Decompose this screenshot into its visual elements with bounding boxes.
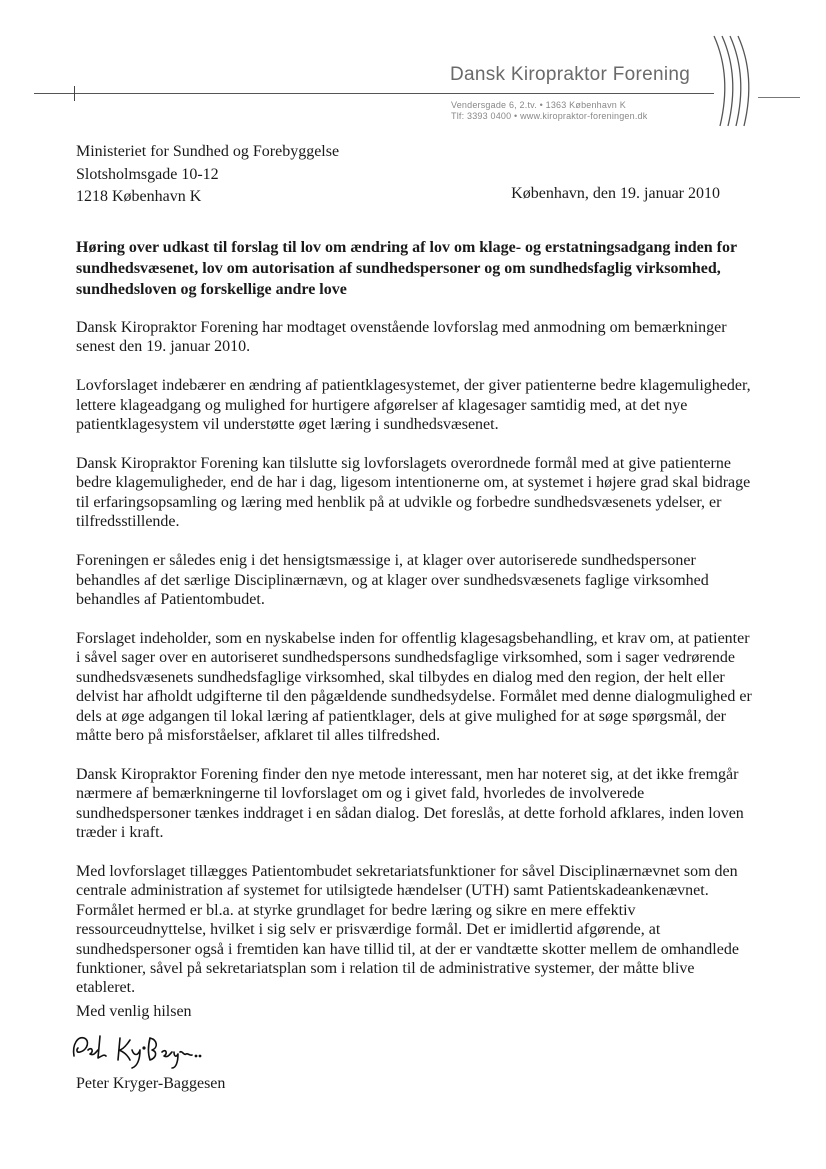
recipient-city: 1218 København K bbox=[76, 188, 202, 205]
body-paragraph: Lovforslaget indebærer en ændring af patientklagesystemet, der giver patienterne bedre klagemuligheder, lettere klageadgang og mulighed for hurtigere afgørelser af klagesager samtidig med, at det nye patientklagesystem vil understøtte øget læring i sundhedsvæsenet. bbox=[76, 377, 751, 434]
recipient-street: Slotsholmsgade 10-12 bbox=[76, 165, 219, 183]
recipient-name: Ministeriet for Sundhed og Forebyggelse bbox=[76, 143, 340, 160]
letterhead-rule-tick bbox=[74, 86, 75, 101]
closing-salutation: Med venlig hilsen bbox=[76, 1003, 192, 1020]
letter-subject: Høring over udkast til forslag til lov om ændring af lov om klage- og erstatningsadgang inden for sundhedsvæsenet, lov om autorisation af sundhedspersoner og om sundhedsfaglig virksomhed, sundhedsloven og forskellige andre love bbox=[76, 239, 737, 298]
body-paragraph: Forslaget indeholder, som en nyskabelse inden for offentlig klagesagsbehandling, et krav om, at patienter i såvel sager over en autoriseret sundhedspersons sundhedsfaglige virksomhed, som i sager vedrørende sundhedsvæsenets sundhedsfaglige virksomhed, skal tilbydes en dialog med den region, der helt eller delvist har afholdt udgifterne til den pågældende sundhedsydelse. Formålet med denne dialogmulighed er dels at øge adgangen til lokal læring af patientklager, dels at give mulighed for at søge spørgsmål, der måtte bero på misforståelser, afklaret til alles tilfredshed. bbox=[76, 629, 752, 744]
letter-date: København, den 19. januar 2010 bbox=[511, 185, 720, 202]
org-name: Dansk Kiropraktor Forening bbox=[450, 64, 691, 85]
org-logo-icon bbox=[706, 32, 768, 132]
body-paragraph: Dansk Kiropraktor Forening kan tilslutte sig lovforslagets overordnede formål med at give patienterne bedre klagemuligheder, end de har i dag, ligesom intentionerne om, at systemet i højere grad skal bidrage til erfaringsopsamling og læring med henblik på at udvikle og forbedre sundhedsvæsenets ydelser, er tilfredsstillende. bbox=[76, 455, 751, 531]
letterhead-rule bbox=[34, 93, 714, 94]
signature-icon bbox=[68, 1026, 208, 1070]
body-paragraph: Med lovforslaget tillægges Patientombudet sekretariatsfunktioner for såvel Disciplinærnævnet som den centrale administration af systemet for utilsigtede hændelser (UTH) samt Patientskadeankenævnet. Formålet hermed er bl.a. at styrke grundlaget for bedre læring og sikre en mere effektiv ressourceudnyttelse, hvilket i sig selv er prisværdige formål. Det er imidlertid afgørende, at sundhedspersoner også i fremtiden kan have tillid til, at der er vandtætte skotter mellem de omhandlede funktioner, såvel på sekretariatsplan som i relation til de administrative systemer, der måtte blive etableret. bbox=[76, 862, 739, 997]
body-paragraph: Dansk Kiropraktor Forening har modtaget ovenstående lovforslag med anmodning om bemærkninger senest den 19. januar 2010. bbox=[76, 319, 727, 356]
signer-name: Peter Kryger-Baggesen bbox=[76, 1075, 226, 1092]
org-contact: Tlf: 3393 0400 • www.kiropraktor-foreningen.dk bbox=[451, 111, 648, 121]
letter-body bbox=[76, 318, 756, 1017]
body-paragraph: Dansk Kiropraktor Forening finder den nye metode interessant, men har noteret sig, at det ikke fremgår nærmere af bemærkningerne til lovforslaget om og i givet fald, hvorledes de involverede sundhedspersoner tænkes inddraget i en sådan dialog. Det foreslås, at dette forhold afklares, inden loven træder i kraft. bbox=[76, 765, 744, 842]
org-address: Vendersgade 6, 2.tv. • 1363 København K bbox=[451, 100, 626, 110]
recipient-address bbox=[76, 141, 339, 209]
body-paragraph: Foreningen er således enig i det hensigtsmæssige i, at klager over autoriserede sundhedspersoner behandles af det særlige Disciplinærnævn, og at klager over sundhedsvæsenets faglige virksomhed behandles af Patientombudet. bbox=[76, 552, 709, 608]
